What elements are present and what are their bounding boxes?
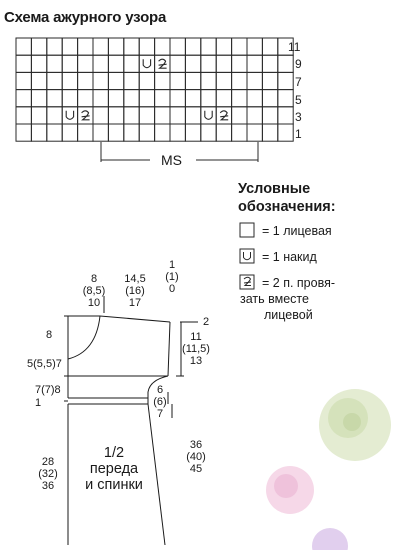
chart-cell — [201, 38, 216, 55]
dim-shoulder-width — [115, 273, 155, 309]
chart-cell — [216, 124, 231, 141]
chart-cell — [16, 90, 31, 107]
chart-cell — [201, 55, 216, 72]
dim-total-length — [182, 439, 210, 475]
chart-cell — [170, 107, 185, 124]
chart-cell — [31, 55, 46, 72]
dim-underarm — [151, 384, 169, 420]
chart-cell — [62, 72, 77, 89]
chart-cell — [155, 38, 170, 55]
chart-cell — [78, 124, 93, 141]
chart-cell — [124, 38, 139, 55]
dim-sleeve-depth — [178, 331, 214, 367]
chart-cell — [278, 72, 293, 89]
chart-cell — [185, 107, 200, 124]
chart-cell — [31, 124, 46, 141]
dim-body-length — [34, 456, 62, 492]
chart-cell — [278, 55, 293, 72]
yarn-over-symbol — [66, 111, 73, 120]
chart-cell — [16, 38, 31, 55]
dim-value: (16) — [125, 285, 145, 297]
row-number: 9 — [295, 57, 302, 71]
chart-cell — [247, 55, 262, 72]
dim-value: 10 — [87, 297, 101, 309]
chart-cell — [262, 72, 277, 89]
chart-cell — [155, 124, 170, 141]
chart-cell — [247, 90, 262, 107]
chart-cell — [16, 72, 31, 89]
chart-cell — [108, 72, 123, 89]
chart-cell — [185, 124, 200, 141]
dim-value: 36 — [189, 439, 203, 451]
k2tog-symbol — [220, 111, 228, 120]
chart-cell — [93, 72, 108, 89]
chart-cell — [185, 72, 200, 89]
chart-cell — [170, 124, 185, 141]
legend-k2tog-line: лицевой — [264, 308, 313, 322]
chart-cell — [170, 90, 185, 107]
row-number: 5 — [295, 93, 302, 107]
dim-value: 36 — [41, 480, 55, 492]
chart-cell — [232, 38, 247, 55]
chart-cell — [232, 72, 247, 89]
chart-cell — [247, 72, 262, 89]
dim-value: (6) — [153, 396, 167, 408]
dim-yoke: 7(7)8 — [35, 384, 61, 396]
dim-value: 8 — [90, 273, 98, 285]
chart-cell — [216, 72, 231, 89]
decorative-roses — [266, 389, 391, 550]
chart-cell — [232, 55, 247, 72]
chart-cell — [185, 90, 200, 107]
chart-cell — [185, 38, 200, 55]
dim-value: (40) — [186, 451, 206, 463]
chart-cell — [124, 124, 139, 141]
dim-value: 13 — [189, 355, 203, 367]
chart-cell — [78, 107, 93, 124]
row-number: 1 — [295, 127, 302, 141]
legend-title — [238, 180, 336, 216]
chart-cell — [31, 38, 46, 55]
chart-cell — [31, 90, 46, 107]
dim-value: 17 — [128, 297, 142, 309]
piece-label-line: переда — [89, 461, 139, 477]
chart-cell — [139, 38, 154, 55]
dim-value: 45 — [189, 463, 203, 475]
chart-cell — [47, 90, 62, 107]
legend-k2tog-icon — [240, 275, 254, 289]
chart-cell — [139, 72, 154, 89]
chart-cell — [62, 38, 77, 55]
chart-cell — [31, 72, 46, 89]
yarn-over-symbol — [143, 59, 150, 67]
chart-cell — [278, 107, 293, 124]
chart-cell — [93, 90, 108, 107]
chart-cell — [170, 72, 185, 89]
schematic-piece-label — [74, 445, 154, 493]
chart-cell — [139, 124, 154, 141]
chart-cell — [201, 90, 216, 107]
chart-cell — [216, 55, 231, 72]
chart-cell — [232, 107, 247, 124]
chart-cell — [93, 124, 108, 141]
chart-cell — [47, 38, 62, 55]
dim-value: 7 — [156, 408, 164, 420]
yarn-over-symbol — [205, 111, 212, 120]
legend-title-line: обозначения: — [238, 199, 336, 215]
dim-value: (8,5) — [82, 285, 106, 297]
chart-cell — [62, 90, 77, 107]
chart-cell — [139, 90, 154, 107]
chart-cell — [139, 55, 154, 72]
chart-cell — [201, 107, 216, 124]
stitch-chart-grid — [16, 38, 293, 141]
chart-cell — [170, 55, 185, 72]
legend-k2tog-line: зать вместе — [240, 292, 309, 306]
chart-cell — [216, 107, 231, 124]
chart-cell — [247, 107, 262, 124]
dim-value: (32) — [38, 468, 58, 480]
chart-cell — [47, 107, 62, 124]
dim-value: 0 — [168, 283, 176, 295]
dim-value: 11 — [190, 331, 202, 343]
chart-cell — [262, 38, 277, 55]
chart-cell — [247, 38, 262, 55]
chart-cell — [62, 55, 77, 72]
legend-title-line: Условные — [238, 181, 311, 197]
repeat-label: MS — [161, 152, 182, 168]
legend-yarn-over-label: = 1 накид — [262, 250, 317, 264]
chart-cell — [278, 124, 293, 141]
chart-cell — [16, 124, 31, 141]
k2tog-symbol — [159, 59, 167, 68]
chart-cell — [47, 72, 62, 89]
dim-band: 1 — [35, 397, 42, 409]
chart-cell — [93, 107, 108, 124]
dim-armhole: 5(5,5)7 — [27, 358, 62, 370]
chart-cell — [47, 55, 62, 72]
chart-cell — [155, 55, 170, 72]
chart-cell — [108, 55, 123, 72]
piece-label-line: 1/2 — [103, 445, 125, 461]
piece-label-line: и спинки — [85, 477, 143, 493]
chart-cell — [124, 72, 139, 89]
chart-cell — [93, 55, 108, 72]
chart-cell — [155, 107, 170, 124]
chart-cell — [124, 55, 139, 72]
chart-cell — [216, 38, 231, 55]
legend-yarn-over-icon — [240, 249, 254, 263]
chart-cell — [108, 124, 123, 141]
chart-cell — [262, 124, 277, 141]
chart-cell — [16, 107, 31, 124]
chart-cell — [93, 38, 108, 55]
row-number: 3 — [295, 110, 302, 124]
chart-cell — [247, 124, 262, 141]
dim-value: 6 — [156, 384, 164, 396]
chart-cell — [16, 55, 31, 72]
legend-k2tog-label — [240, 275, 336, 323]
chart-cell — [216, 90, 231, 107]
row-number: 11 — [288, 40, 301, 54]
chart-cell — [47, 124, 62, 141]
chart-cell — [232, 124, 247, 141]
dim-value: (11,5) — [182, 343, 210, 355]
k2tog-symbol — [82, 111, 90, 120]
row-number: 7 — [295, 75, 302, 89]
chart-cell — [124, 107, 139, 124]
legend-knit-box-icon — [240, 223, 254, 237]
chart-cell — [62, 124, 77, 141]
chart-cell — [262, 107, 277, 124]
chart-title: Схема ажурного узора — [4, 9, 167, 26]
legend-knit-label: = 1 лицевая — [262, 224, 332, 238]
dim-neck-depth: 8 — [46, 329, 53, 341]
dim-shoulder-slope — [162, 259, 182, 295]
chart-cell — [78, 90, 93, 107]
chart-cell — [201, 124, 216, 141]
chart-cell — [262, 90, 277, 107]
chart-cell — [62, 107, 77, 124]
chart-cell — [170, 38, 185, 55]
chart-cell — [139, 107, 154, 124]
chart-cell — [108, 107, 123, 124]
dim-value: 14,5 — [124, 273, 146, 285]
chart-cell — [155, 72, 170, 89]
chart-cell — [232, 90, 247, 107]
dim-shoulder-drop: 2 — [203, 316, 210, 328]
chart-cell — [108, 38, 123, 55]
dim-value: (1) — [165, 271, 179, 283]
chart-cell — [78, 72, 93, 89]
chart-cell — [124, 90, 139, 107]
chart-cell — [278, 90, 293, 107]
dim-value: 1 — [168, 259, 176, 271]
chart-cell — [31, 107, 46, 124]
chart-cell — [78, 55, 93, 72]
dim-neck-width — [74, 273, 114, 309]
chart-cell — [201, 72, 216, 89]
chart-cell — [262, 55, 277, 72]
chart-cell — [155, 90, 170, 107]
dim-value: 28 — [41, 456, 55, 468]
legend-k2tog-line: = 2 п. провя- — [262, 276, 336, 290]
chart-cell — [78, 38, 93, 55]
chart-cell — [185, 55, 200, 72]
chart-cell — [108, 90, 123, 107]
